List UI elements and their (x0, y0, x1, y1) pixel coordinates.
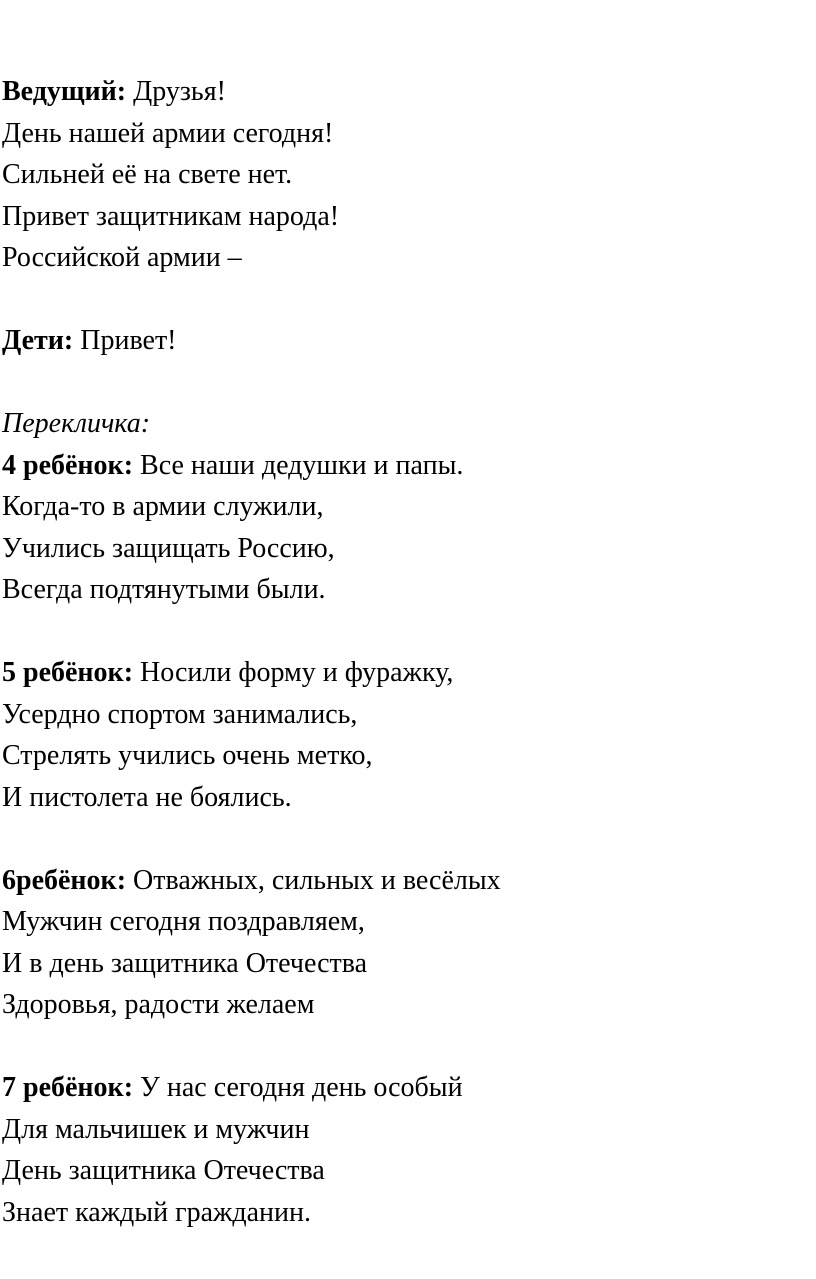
verse-text: У нас сегодня день особый (140, 1072, 463, 1103)
section-heading: Перекличка: (2, 408, 151, 439)
verse-line: Знает каждый гражданин. (2, 1196, 311, 1228)
verse-line (2, 860, 812, 902)
verse-text: Носили форму и фуражку, (140, 657, 454, 688)
verse-block-host (2, 71, 812, 279)
blank-line (2, 362, 812, 404)
verse-line (2, 320, 812, 362)
verse-line: И в день защитника Отечества (2, 947, 368, 979)
blank-line (2, 279, 812, 321)
verse-text: Друзья! (133, 76, 226, 107)
blank-line (2, 818, 812, 860)
verse-line: Сильней её на свете нет. (2, 159, 293, 190)
verse-block-child-6 (2, 860, 812, 1026)
verse-line (2, 445, 812, 487)
verse-line: День нашей армии сегодня! (2, 117, 334, 149)
speaker-name: 4 ребёнок: (2, 449, 134, 481)
speaker-name: 7 ребёнок: (2, 1072, 134, 1103)
verse-text: Все наши дедушки и папы. (140, 449, 464, 481)
verse-text: Отважных, сильных и весёлых (133, 864, 501, 896)
verse-block-child-5 (2, 652, 812, 818)
verse-block-child-4 (2, 403, 812, 611)
blank-line (2, 611, 812, 653)
verse-line: Привет защитникам народа! (2, 200, 340, 232)
speaker-name: 5 ребёнок: (2, 657, 134, 688)
verse-line: И пистолета не боялись. (2, 781, 292, 813)
verse-line (2, 652, 812, 694)
speaker-name: Дети: (2, 325, 74, 356)
verse-line: День защитника Отечества (2, 1155, 325, 1186)
verse-line: Здоровья, радости желаем (2, 989, 315, 1020)
verse-block-child-7 (2, 1067, 812, 1233)
verse-line: Стрелять учились очень метко, (2, 740, 373, 771)
verse-line: Российской армии – (2, 242, 242, 273)
verse-line: Для мальчишек и мужчин (2, 1113, 310, 1145)
document-page (2, 71, 812, 1233)
speaker-name: Ведущий: (2, 76, 127, 107)
verse-line (2, 1067, 812, 1109)
verse-text: Привет! (80, 325, 177, 356)
verse-line: Учились защищать Россию, (2, 532, 335, 564)
verse-block-children (2, 320, 812, 362)
speaker-name: 6ребёнок: (2, 864, 127, 896)
verse-line (2, 71, 812, 113)
verse-line: Усердно спортом занимались, (2, 698, 358, 730)
verse-line: Мужчин сегодня поздравляем, (2, 906, 365, 937)
verse-line: Всегда подтянутыми были. (2, 574, 326, 605)
verse-line: Когда-то в армии служили, (2, 491, 324, 522)
blank-line (2, 1026, 812, 1068)
